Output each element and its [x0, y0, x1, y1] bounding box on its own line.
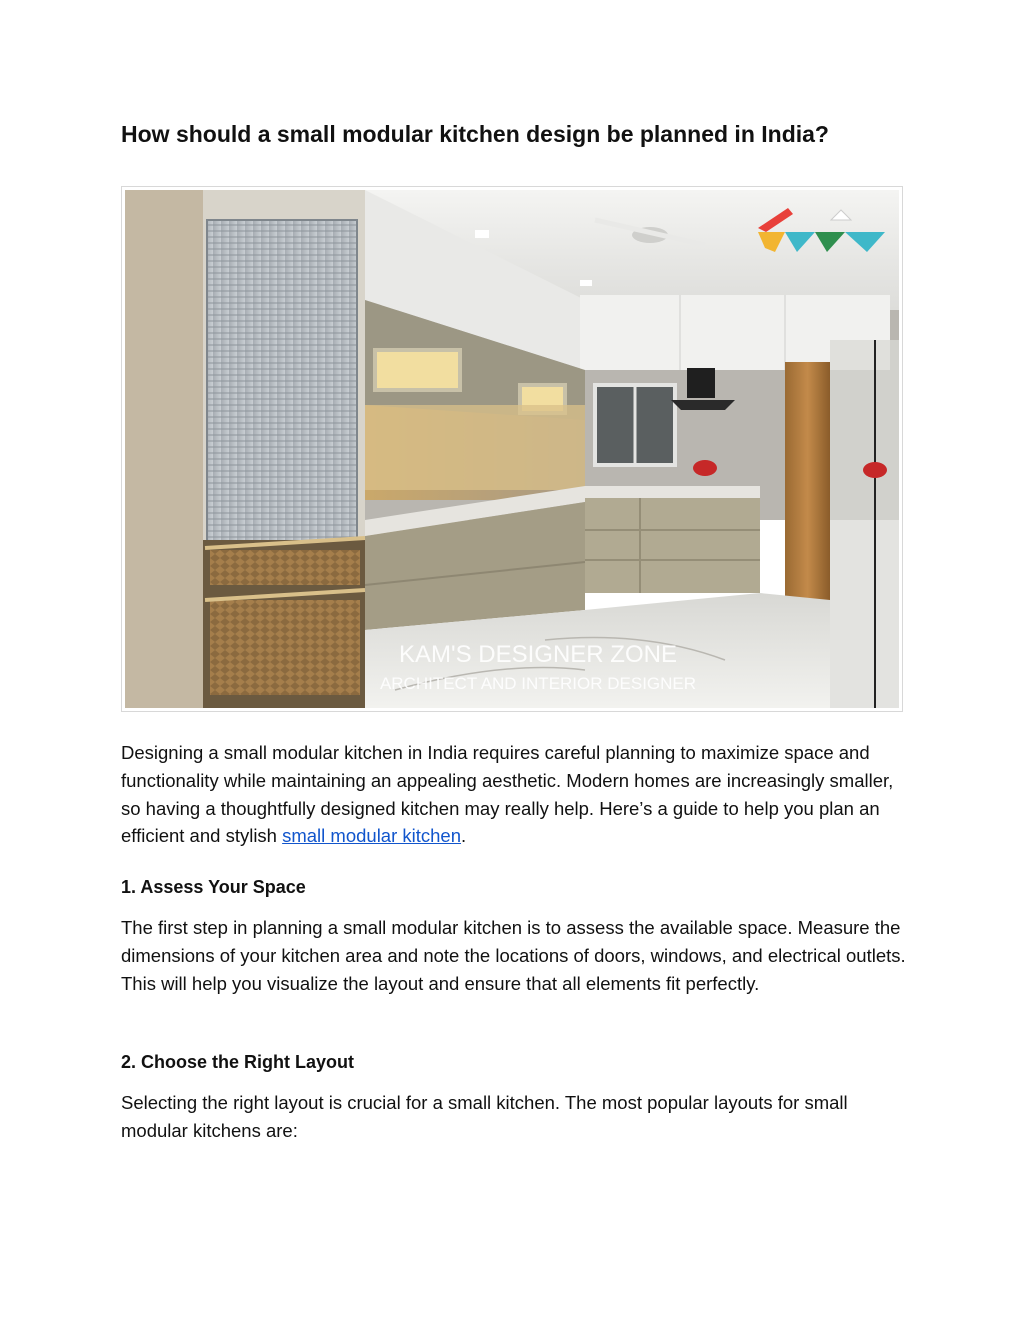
section-heading-assess-space: 1. Assess Your Space [121, 877, 306, 897]
intro-text-end: . [461, 825, 467, 847]
intro-paragraph [121, 739, 911, 850]
kitchen-photo-figure [121, 186, 903, 712]
section-body-assess-space: The first step in planning a small modular kitchen is to assess the available space. Measure the dimensions of your kitchen area and note the locations of doors, windows, and electrical outlets. This will help you visualize the layout and ensure that all elements fit perfectly. [121, 917, 906, 994]
kitchen-photo [125, 190, 899, 708]
page-title: How should a small modular kitchen design be planned in India? [121, 121, 829, 147]
section-heading-choose-layout: 2. Choose the Right Layout [121, 1052, 355, 1072]
intro-text: Designing a small modular kitchen in India requires careful planning to maximize space and functionality while maintaining an appealing aesthetic. Modern homes are increasingly smaller, so having a thoughtfully designed kitchen may really help. Here’s a guide to help you plan an efficient and stylish [121, 742, 894, 847]
small-modular-kitchen-link[interactable]: small modular kitchen [282, 825, 462, 847]
watermark-line2: ARCHITECT AND INTERIOR DESIGNER [379, 674, 697, 693]
section-body-choose-layout: Selecting the right layout is crucial for a small kitchen. The most popular layouts for small modular kitchens are: [121, 1092, 848, 1141]
watermark-line1: KAM'S DESIGNER ZONE [399, 641, 677, 668]
